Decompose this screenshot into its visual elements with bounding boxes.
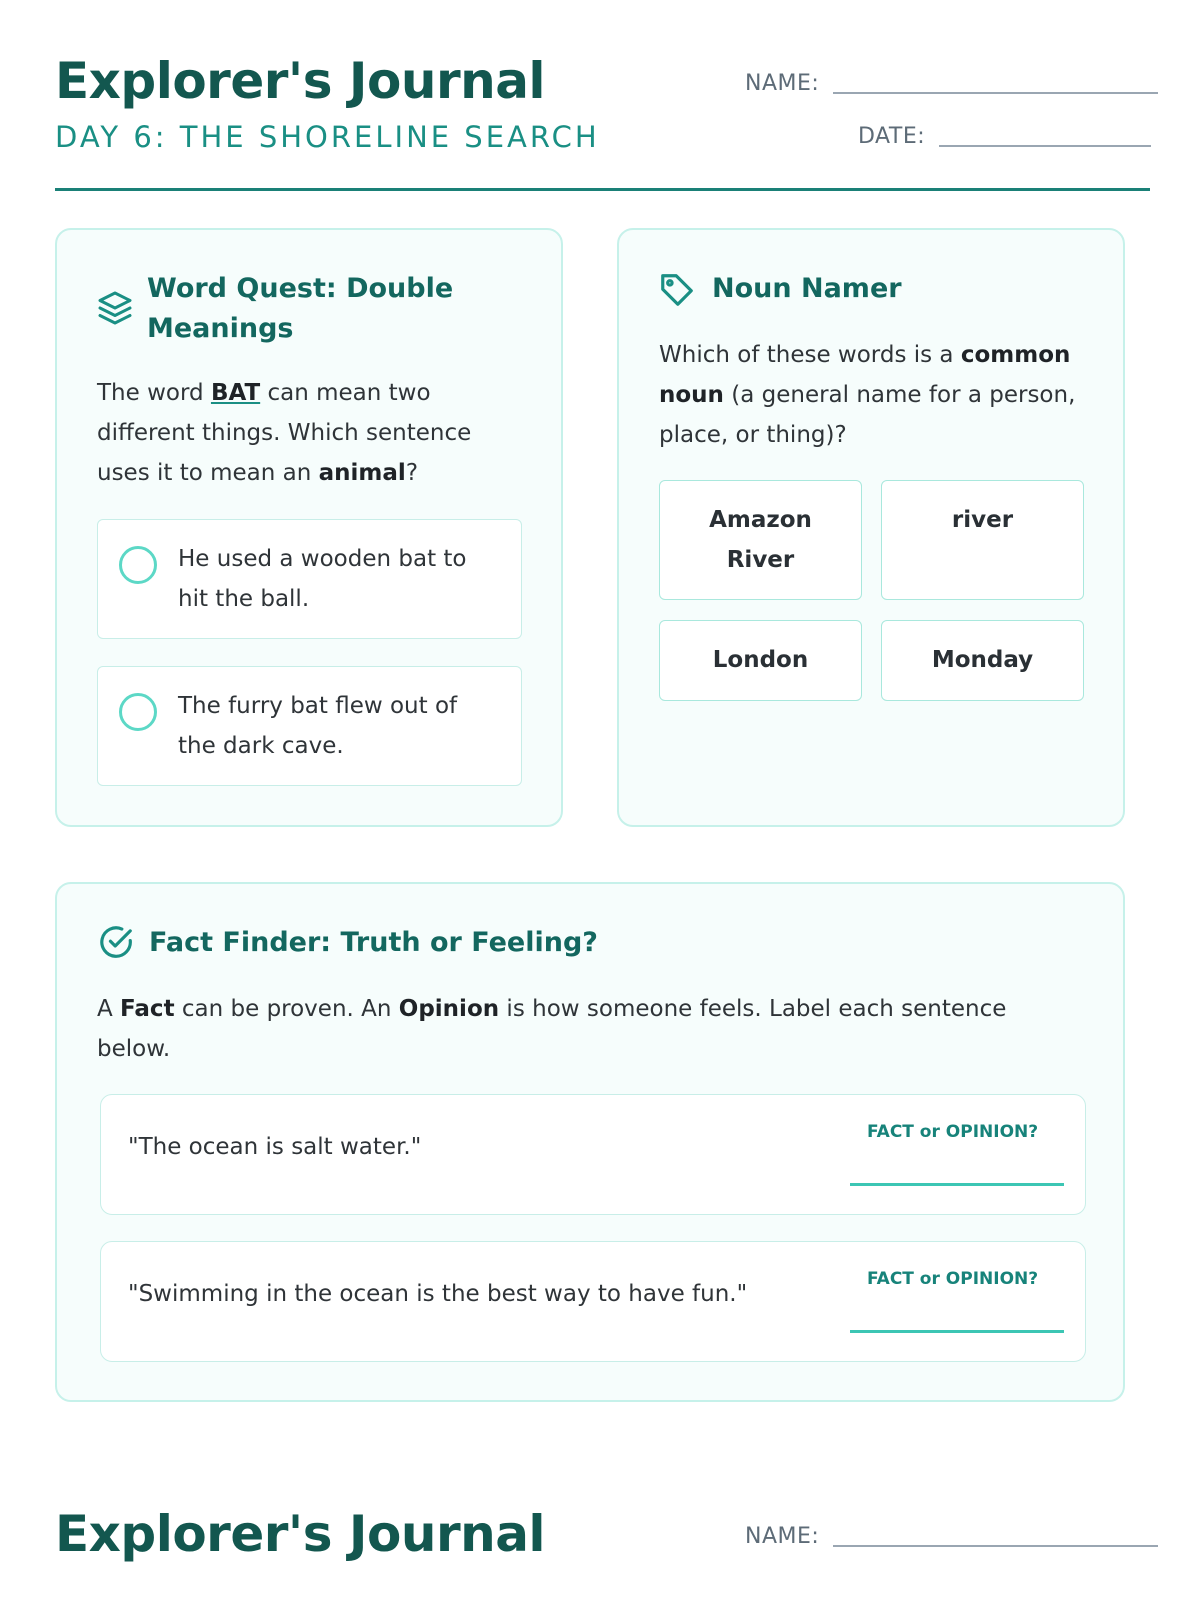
tag-icon	[658, 271, 696, 313]
choice-label: London	[712, 647, 809, 673]
fact-or-opinion-label: FACT or OPINION?	[867, 1269, 1039, 1289]
date-label: DATE:	[858, 124, 926, 149]
check-circle-icon	[97, 923, 135, 965]
fact-finder-prompt: A Fact can be proven. An Opinion is how someone feels. Label each sentence below.	[97, 996, 1007, 1062]
noun-choice-1[interactable]	[659, 480, 862, 600]
fact-opinion-row-1	[100, 1094, 1086, 1215]
target-word: BAT	[210, 380, 261, 406]
next-page-title: Explorer's Journal	[55, 1505, 546, 1563]
word-quest-card	[55, 228, 563, 827]
option-text: He used a wooden bat to hit the ball.	[178, 546, 467, 612]
choice-label: Monday	[931, 647, 1034, 673]
fact-finder-title: Fact Finder: Truth or Feeling?	[149, 927, 598, 958]
option-text: The furry bat flew out of the dark cave.	[178, 693, 458, 759]
noun-choice-3[interactable]	[659, 620, 862, 701]
answer-option-1[interactable]	[97, 519, 522, 639]
noun-namer-card	[617, 228, 1125, 827]
name-label: NAME:	[745, 71, 820, 96]
next-page-name-field	[745, 1509, 1158, 1549]
word-quest-prompt: The word BAT can mean two different things. Which sentence uses it to mean an animal?	[97, 380, 472, 486]
word-quest-title-line1: Word Quest: Double	[147, 273, 454, 304]
date-input-line[interactable]	[939, 145, 1151, 147]
worksheet-header	[55, 52, 1150, 190]
noun-choice-2[interactable]	[881, 480, 1084, 600]
choice-label: river	[951, 507, 1014, 533]
fact-finder-heading	[97, 923, 598, 965]
noun-namer-title: Noun Namer	[712, 273, 902, 304]
word-quest-heading	[97, 269, 453, 349]
page-subtitle: DAY 6: THE SHORELINE SEARCH	[55, 120, 600, 154]
radio-button-1[interactable]	[119, 546, 157, 584]
name-label: NAME:	[745, 1524, 820, 1549]
fact-or-opinion-label: FACT or OPINION?	[867, 1122, 1039, 1142]
name-input-line[interactable]	[833, 92, 1158, 94]
fact-finder-card	[55, 882, 1125, 1402]
noun-choice-4[interactable]	[881, 620, 1084, 701]
answer-line-1[interactable]	[850, 1183, 1064, 1186]
radio-button-2[interactable]	[119, 693, 157, 731]
date-field	[858, 109, 1151, 149]
word-quest-title	[147, 269, 453, 349]
fact-opinion-row-2	[100, 1241, 1086, 1362]
answer-option-2[interactable]	[97, 666, 522, 786]
name-field	[745, 56, 1158, 96]
page-title: Explorer's Journal	[55, 52, 546, 110]
layers-icon	[97, 290, 133, 330]
next-page-header	[55, 1505, 1150, 1600]
answer-line-2[interactable]	[850, 1330, 1064, 1333]
header-divider	[55, 188, 1150, 191]
word-quest-title-line2: Meanings	[147, 313, 294, 344]
noun-namer-heading	[658, 269, 902, 313]
choice-label: Amazon River	[709, 507, 812, 573]
statement-text: "Swimming in the ocean is the best way to have fun."	[128, 1281, 748, 1307]
noun-namer-prompt: Which of these words is a common noun (a general name for a person, place, or thing)?	[659, 342, 1076, 448]
statement-text: "The ocean is salt water."	[128, 1134, 422, 1160]
name-input-line[interactable]	[833, 1545, 1158, 1547]
